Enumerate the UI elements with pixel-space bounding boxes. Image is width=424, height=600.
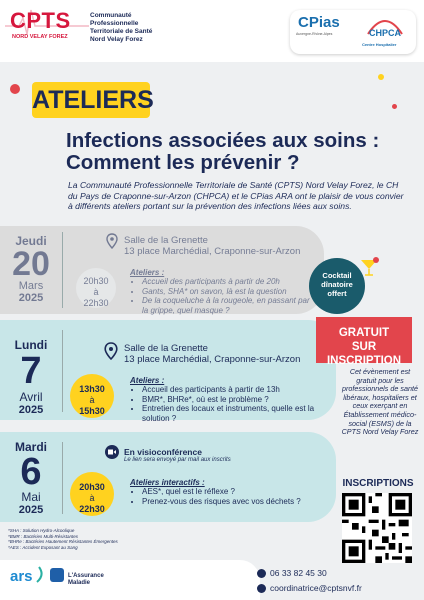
- title-line: Infections associées aux soins :: [66, 129, 380, 152]
- cocktail-line: offert: [327, 289, 347, 298]
- event-ateliers-3: [130, 478, 320, 506]
- time-from: 13h30: [79, 384, 105, 394]
- phone-icon: [257, 569, 266, 578]
- org-name: [90, 12, 210, 44]
- day-number: 7: [20, 350, 42, 392]
- time-sep: à: [93, 287, 99, 297]
- place-address: 13 place Marchédial, Craponne-sur-Arzon: [124, 354, 301, 365]
- place-title: Salle de la Grenette: [124, 235, 208, 246]
- org-line: Territoriale de Santé: [90, 28, 153, 35]
- time-to: 22h30: [83, 298, 109, 308]
- org-line: Professionnelle: [90, 20, 139, 27]
- day-number: 6: [20, 451, 42, 493]
- location-pin-icon: [104, 342, 118, 360]
- ateliers-label: Ateliers :: [130, 268, 165, 277]
- atelier-item: • Gants, SHA* on savon, là est la question: [142, 287, 310, 297]
- ateliers-label: Ateliers interactifs :: [130, 478, 205, 487]
- event-place-2: [124, 343, 300, 365]
- time-sep: à: [89, 395, 95, 405]
- chpca-logo-icon: [364, 14, 406, 40]
- footnote: *AES : Accident Exposant au Sang: [8, 544, 78, 550]
- cocktail-badge: [309, 258, 365, 314]
- video-chat-icon: [104, 444, 120, 460]
- place-title: En visioconférence: [124, 447, 202, 457]
- event-ateliers-2: [130, 376, 320, 423]
- ateliers-badge: ATELIERS: [32, 82, 150, 118]
- atelier-item: • De la coqueluche à la rougeole, en passant par la grippe, quel masque ?: [142, 296, 310, 315]
- time-circle-3: [70, 472, 114, 516]
- year: 2025: [18, 292, 44, 304]
- gratuit-line: GRATUIT: [338, 327, 390, 339]
- place-address: Le lien sera envoyé par mail aux inscrits: [124, 457, 231, 463]
- assurance-logo: [68, 573, 104, 587]
- decor-dot: [378, 74, 384, 80]
- page-title: [66, 130, 406, 174]
- footnote: *BHRe : Bactéries Hautement Résistantes Émergentes: [8, 539, 118, 544]
- gratuit-line: SUR INSCRIPTION: [326, 341, 402, 367]
- gratuit-banner: [316, 317, 412, 367]
- contact-email[interactable]: coordinatrice@cptsnvf.fr: [270, 583, 362, 593]
- time-circle-1: [76, 268, 116, 308]
- chpca-sub: Centre Hospitalier: [362, 42, 397, 47]
- atelier-item: • BMR*, BHRe*, où est le problème ?: [142, 395, 320, 405]
- footnote: *BMR : Bactéries Multi-Résistantes: [8, 533, 79, 539]
- month: Avril: [19, 390, 43, 404]
- cpts-logo-sub: NORD VELAY FOREZ: [12, 34, 68, 40]
- cocktail-glass-icon: [358, 256, 380, 278]
- intro-text: La Communauté Professionnelle Territoriale de Santé (CPTS) Nord Velay Forez, le CH du Pays de Craponne-sur-Arzon (CHPCA) et le CPias ARA ont le plaisir de vous convier à différents ateliers portant sur la prévention des infections liées aux soins.: [68, 180, 404, 211]
- email-icon: [257, 584, 266, 593]
- assurance-logo-icon: [50, 568, 64, 582]
- time-from: 20h30: [79, 482, 105, 492]
- qr-code-icon[interactable]: [342, 493, 412, 563]
- decor-dot: [392, 104, 397, 109]
- divider: [62, 232, 63, 308]
- place-title: Salle de la Grenette: [124, 343, 208, 354]
- atelier-item: • Prenez-vous des risques avec vos déchets ?: [142, 497, 320, 507]
- month: Mars: [18, 280, 44, 292]
- event-place-3: [124, 447, 231, 463]
- atelier-item: • Accueil des participants à partir de 13h: [142, 385, 320, 395]
- title-line: Comment les prévenir ?: [66, 151, 300, 174]
- chpca-logo-text: CHPCA: [368, 28, 402, 38]
- atelier-item: • Entretien des locaux et instruments, quelle est la solution ?: [142, 404, 320, 423]
- year: 2025: [18, 404, 44, 416]
- time-from: 20h30: [83, 276, 109, 286]
- month: Mai: [21, 490, 41, 504]
- atelier-item: • Accueil des participants à partir de 20h: [142, 277, 310, 287]
- cpias-logo-sub: Auvergne-Rhône-Alpes: [296, 32, 333, 36]
- year: 2025: [18, 504, 44, 516]
- event-date-3: [6, 440, 56, 516]
- event-ateliers-1: [130, 268, 310, 315]
- event-place-1: [124, 235, 300, 257]
- place-address: 13 place Marchédial, Craponne-sur-Arzon: [124, 246, 301, 257]
- ateliers-label: Ateliers :: [130, 376, 165, 385]
- time-circle-2: [70, 374, 114, 418]
- divider: [62, 330, 63, 412]
- footnote: *SHA : Solution Hydro-Alcoolique: [8, 528, 75, 533]
- day-number: 20: [12, 245, 50, 283]
- ars-logo: ars: [10, 568, 33, 585]
- event-date-1: [6, 234, 56, 304]
- assurance-line: L'Assurance: [68, 573, 104, 579]
- time-to: 22h30: [79, 504, 105, 514]
- decor-dot: [10, 84, 20, 94]
- divider: [62, 442, 63, 514]
- eligibility-text: Cet évènement est gratuit pour les professionnels de santé libéraux, hospitaliers et ceux exerçant en Établissement médico-social (ESMS) de la CPTS Nord Velay Forez: [341, 367, 419, 437]
- time-sep: à: [89, 493, 95, 503]
- location-pin-icon: [106, 233, 118, 249]
- ars-swoosh-icon: [36, 566, 46, 584]
- cocktail-line: dînatoire: [321, 280, 353, 289]
- footnotes: [8, 528, 118, 550]
- event-date-2: [6, 338, 56, 416]
- cocktail-line: Cocktail: [322, 271, 352, 280]
- day-name: Lundi: [14, 338, 48, 352]
- contact-phone[interactable]: 06 33 82 45 30: [270, 568, 327, 578]
- cpias-logo: CPias: [298, 14, 340, 31]
- cpts-logo: CPTS: [10, 8, 71, 33]
- atelier-item: • AES*, quel est le réflexe ?: [142, 487, 320, 497]
- time-to: 15h30: [79, 406, 105, 416]
- assurance-line: Maladie: [68, 580, 91, 586]
- org-line: Nord Velay Forez: [90, 36, 143, 43]
- day-name: Jeudi: [15, 234, 47, 248]
- org-line: Communauté: [90, 12, 132, 19]
- inscriptions-heading: INSCRIPTIONS: [342, 478, 414, 489]
- day-name: Mardi: [14, 440, 47, 454]
